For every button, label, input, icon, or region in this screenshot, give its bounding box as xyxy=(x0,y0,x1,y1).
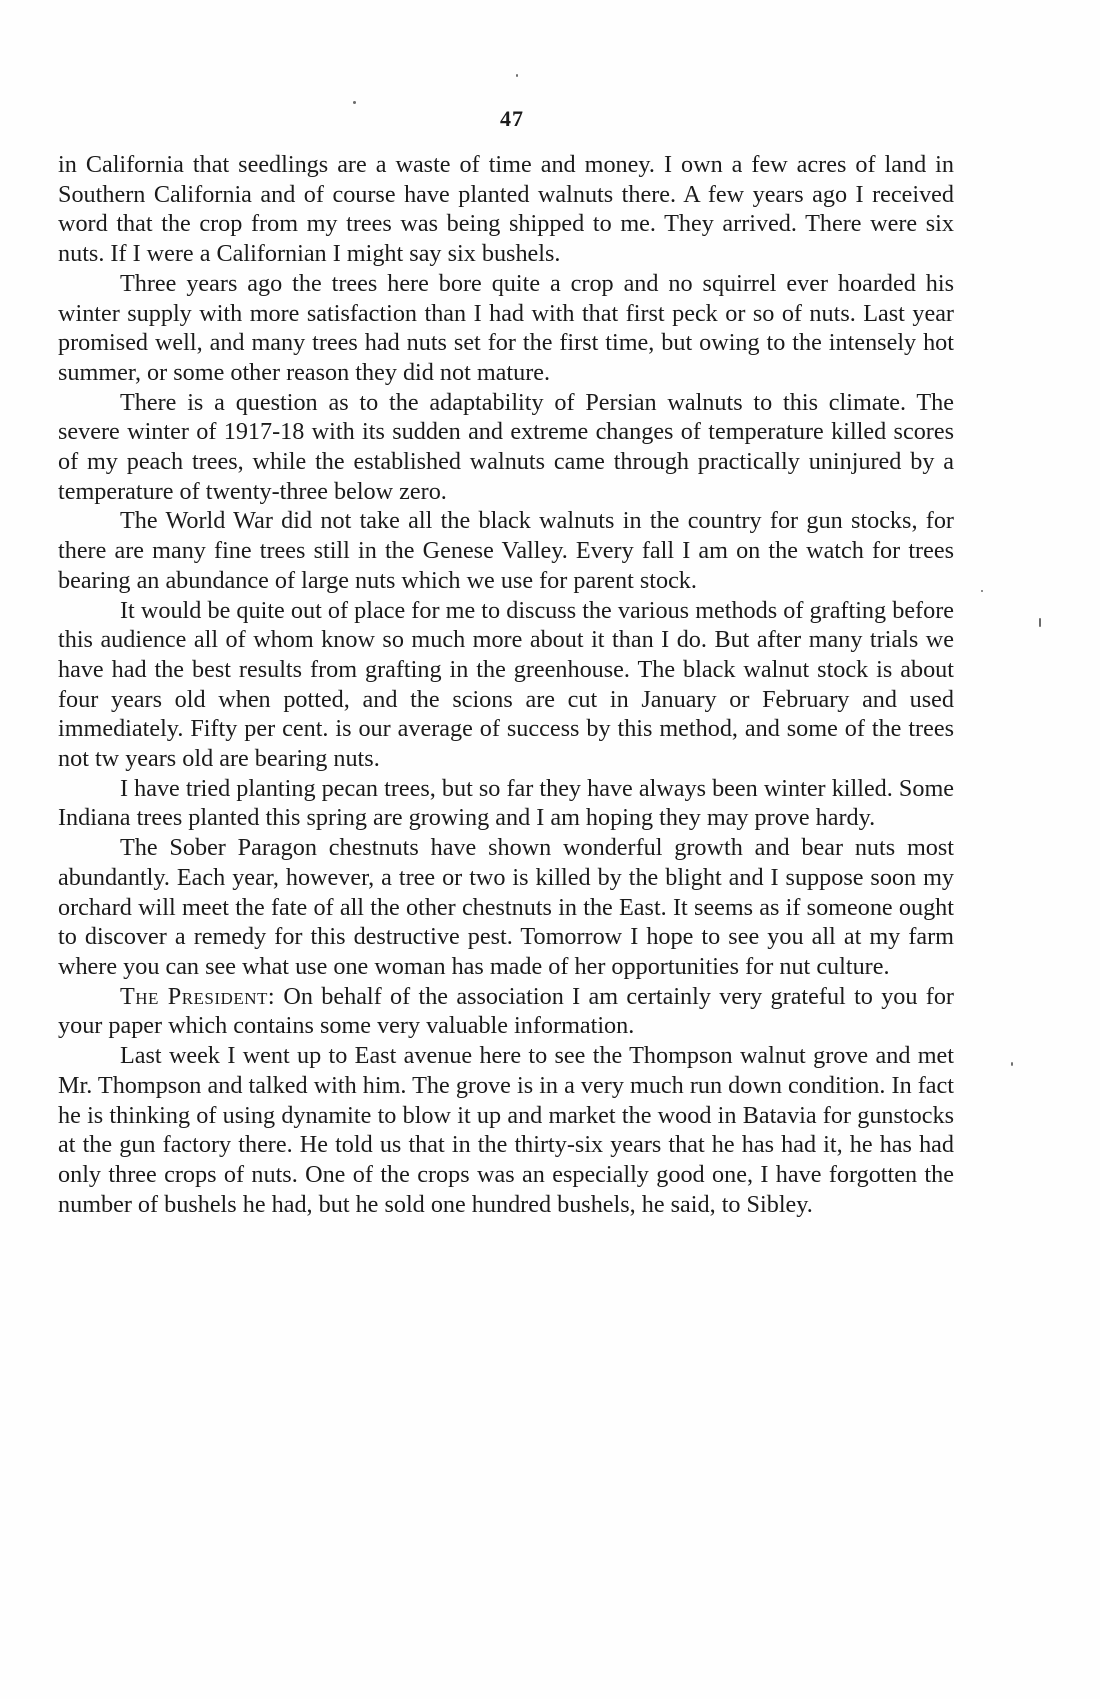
paragraph: Three years ago the trees here bore quite a crop and no squirrel ever hoarded his winter supply with more satisfaction than I had with that first peck or so of nuts. Last year promised well, and many trees had nuts set for the first time, but owing to the intensely hot summer, or some other reason they did not mature. xyxy=(58,269,954,386)
paragraph: There is a question as to the adaptability of Persian walnuts to this climate. The severe winter of 1917-18 with its sudden and extreme changes of temperature killed scores of my peach trees, while the established walnuts came through practically uninjured by a temperature of twenty-three below zero. xyxy=(58,388,954,505)
scan-speck xyxy=(353,101,356,104)
paragraph: I have tried planting pecan trees, but so far they have always been winter killed. Some Indiana trees planted this spring are growing and I am hoping they may prove hardy. xyxy=(58,774,954,832)
paragraph: It would be quite out of place for me to discuss the various methods of grafting before this audience all of whom know so much more about it than I do. But after many trials we have had the best results from grafting in the greenhouse. The black walnut stock is about four years old when potted, and the scions are cut in January or February and used immediately. Fifty per cent. is our average of success by this method, and some of the trees not tw years old are bearing nuts. xyxy=(58,596,954,773)
paragraph: The Sober Paragon chestnuts have shown wonderful growth and bear nuts most abundantly. Each year, however, a tree or two is killed by the blight and I suppose soon my orchard will meet the fate of all the other chestnuts in the East. It seems as if someone ought to discover a remedy for this destructive pest. Tomorrow I hope to see you all at my farm where you can see what use one woman has made of her opportunities for nut culture. xyxy=(58,834,954,980)
speaker-label: The President: xyxy=(120,982,276,1010)
paragraph: The World War did not take all the black walnuts in the country for gun stocks, for there are many fine trees still in the Genese Valley. Every fall I am on the watch for trees bearing an abundance of large nuts which we use for parent stock. xyxy=(58,507,954,594)
paragraph: in California that seedlings are a waste of time and money. I own a few acres of land in Southern California and of course have planted walnuts there. A few years ago I received word that the crop from my trees was being shipped to me. They arrived. There were six nuts. If I were a Californian I might say six bushels. xyxy=(58,151,954,268)
body-text xyxy=(58,150,954,1219)
scan-speck xyxy=(981,590,983,592)
paragraph: Last week I went up to East avenue here to see the Thompson walnut grove and met Mr. Thompson and talked with him. The grove is in a very much run down condition. In fact he is thinking of using dynamite to blow it up and market the wood in Batavia for gunstocks at the gun factory there. He told us that in the thirty-six years that he has had it, he has had only three crops of nuts. One of the crops was an especially good one, I have forgotten the number of bushels he had, but he sold one hundred bushels, he said, to Sibley. xyxy=(58,1042,954,1218)
scan-speck xyxy=(516,74,518,77)
scan-speck xyxy=(1011,1062,1013,1066)
page-number: 47 xyxy=(500,106,524,131)
speaker-paragraph xyxy=(58,982,954,1041)
scan-speck xyxy=(1039,618,1041,627)
speaker-text: On behalf of the association I am certainly very grateful to you for your paper which contains some very valuable information. xyxy=(58,982,954,1040)
